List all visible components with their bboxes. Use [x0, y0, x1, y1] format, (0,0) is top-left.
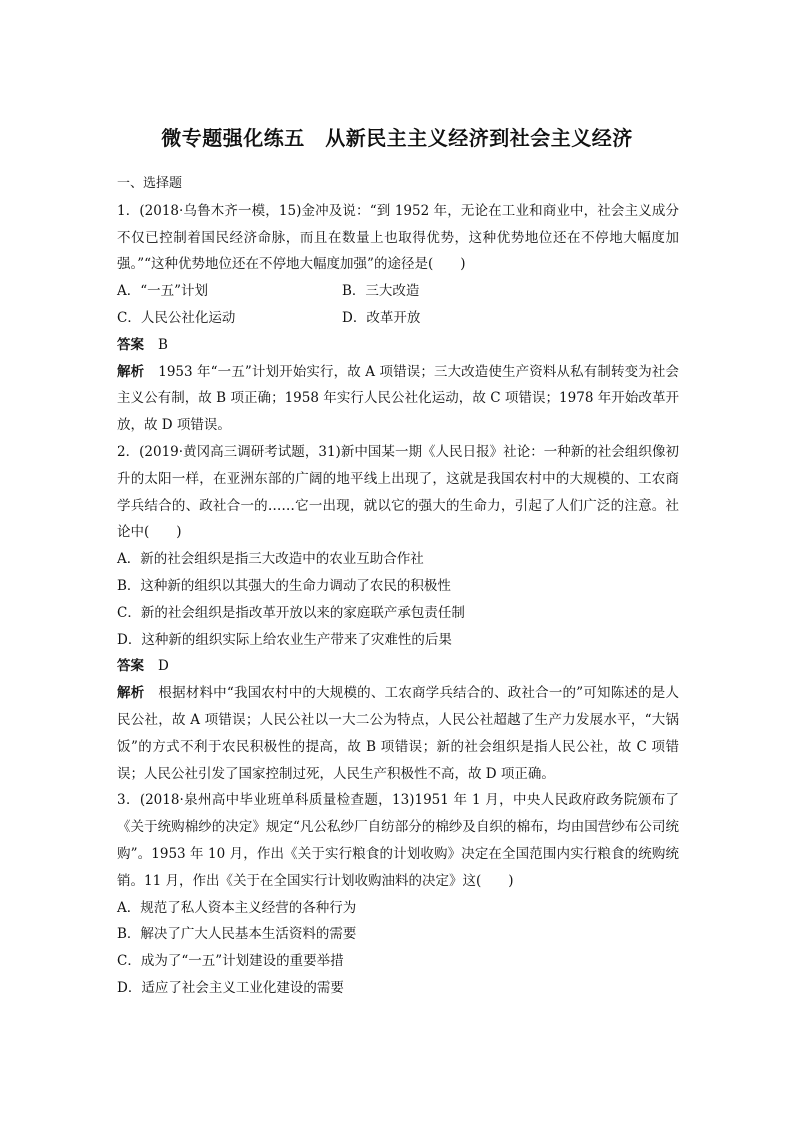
question-1-options-row-1 — [117, 278, 679, 305]
question-2-stem: 2．(2019·黄冈高三调研考试题，31)新中国某一期《人民日报》社论：一种新的社会组织像初升的太阳一样，在亚洲东部的广阔的地平线上出现了，这就是我国农村中的大规模的、工农商学兵结合的、政社合一的……它一出现，就以它的强大的生命力，引起了人们广泛的注意。社论中( ) — [117, 443, 679, 541]
section-heading: 一、选择题 — [117, 176, 183, 191]
question-3-option-b: B．解决了广大人民基本生活资料的需要 — [117, 926, 357, 943]
question-2-analysis — [117, 680, 679, 787]
question-2-option-b: B．这种新的组织以其强大的生命力调动了农民的积极性 — [117, 577, 451, 594]
question-1-option-b: B．三大改造 — [342, 283, 420, 300]
analysis-text: 1953 年“一五”计划开始实行，故 A 项错误；三大改造使生产资料从私有制转变为社会主义公有制，故 B 项正确；1958 年实行人民公社化运动，故 C 项错误；1978 年开始改革开放，故 D 项错误。 — [117, 363, 679, 434]
question-3-stem: 3．(2018·泉州高中毕业班单科质量检查题，13)1951 年 1 月，中央人民政府政务院颁布了《关于统购棉纱的决定》规定“凡公私纱厂自纺部分的棉纱及自织的棉布，均由国营纱布公司统购”。1953 年 10 月，作出《关于实行粮食的计划收购》决定在全国范围内实行粮食的统购统销。11 月，作出《关于在全国实行计划收购油料的决定》这( ) — [117, 792, 679, 889]
question-2-option-c: C．新的社会组织是指改革开放以来的家庭联产承包责任制 — [117, 604, 465, 621]
answer-label: 答案 — [117, 658, 144, 675]
question-3-option-a: A．规范了私人资本主义经营的各种行为 — [117, 899, 357, 916]
question-2-answer — [117, 653, 679, 680]
answer-value: B — [158, 336, 168, 353]
question-1-stem: 1．(2018·乌鲁木齐一模，15)金冲及说：“到 1952 年，无论在工业和商业中，社会主义成分不仅已控制着国民经济命脉，而且在数量上也取得优势，这种优势地位还在不停地大幅度加强。”“这种优势地位还在不停地大幅度加强”的途径是( ) — [117, 202, 679, 273]
question-1-option-d: D．改革开放 — [342, 309, 421, 326]
question-1-option-c: C．人民公社化运动 — [117, 309, 236, 326]
answer-value: D — [158, 658, 169, 675]
question-1-option-a: A．“一五”计划 — [117, 283, 209, 300]
question-2-option-a: A．新的社会组织是指三大改造中的农业互助合作社 — [117, 551, 424, 568]
question-2-option-d: D．这种新的组织实际上给农业生产带来了灾难性的后果 — [117, 631, 452, 648]
question-1-answer — [117, 332, 679, 359]
analysis-label: 解析 — [117, 685, 145, 702]
question-1-analysis — [117, 359, 679, 439]
question-3-option-d: D．适应了社会主义工业化建设的需要 — [117, 979, 344, 996]
analysis-text: 根据材料中“我国农村中的大规模的、工农商学兵结合的、政社合一的”可知陈述的是人民公社，故 A 项错误；人民公社以一大二公为特点，人民公社超越了生产力发展水平，“大锅饭”的方式不利于农民积极性的提高，故 B 项错误；新的社会组织是指人民公社，故 C 项错误；人民公社引发了国家控制过死，人民生产积极性不高，故 D 项正确。 — [117, 685, 679, 782]
question-1-options-row-2 — [117, 305, 679, 332]
analysis-label: 解析 — [117, 363, 145, 380]
answer-label: 答案 — [117, 336, 144, 353]
page-title: 微专题强化练五 从新民主主义经济到社会主义经济 — [161, 126, 633, 150]
document-body — [117, 171, 679, 1002]
question-3-option-c: C．成为了“一五”计划建设的重要举措 — [117, 953, 344, 970]
